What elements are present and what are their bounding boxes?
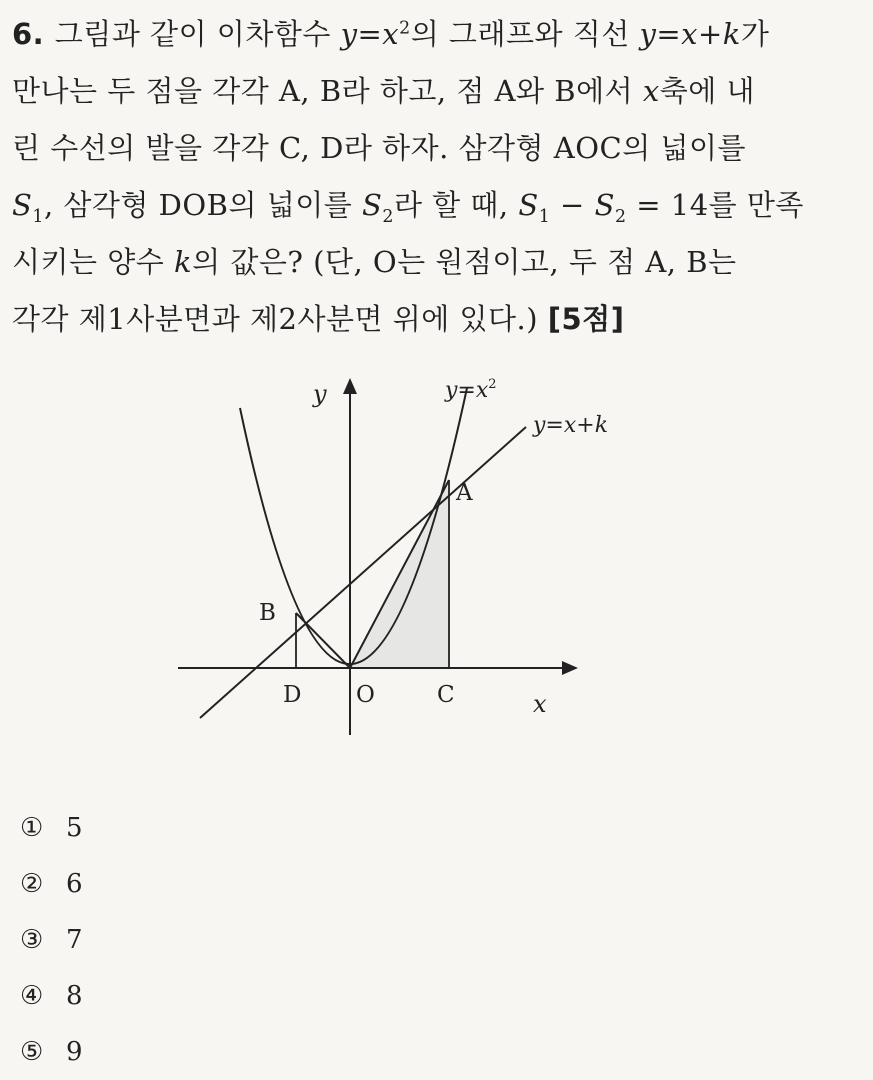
point-c-label: C — [437, 682, 455, 708]
choice-marker: ⑤ — [20, 1037, 44, 1067]
math-expression: S — [12, 188, 33, 222]
math-subscript: 2 — [614, 206, 627, 227]
math-expression: x — [642, 74, 660, 108]
question-text-run: 만나는 두 점을 각각 A, B라 하고, 점 A와 B에서 — [12, 74, 643, 108]
math-expression: y=x+k — [639, 17, 741, 51]
choice-marker: ③ — [20, 925, 44, 955]
question-text-run: 그림과 같이 이차함수 — [54, 17, 341, 51]
choice-value: 7 — [66, 925, 83, 955]
question-text-run: − — [550, 188, 595, 222]
choice-value: 9 — [66, 1037, 83, 1067]
math-superscript: 2 — [399, 18, 411, 39]
segment-ob — [296, 613, 350, 668]
question-text-run: 의 값은? (단, O는 원점이고, 두 점 A, B는 — [192, 245, 737, 279]
choice-value: 6 — [66, 869, 83, 899]
parabola-label-base: y=x — [445, 378, 489, 403]
choice-value: 5 — [66, 813, 83, 843]
point-b-label: B — [259, 600, 276, 626]
math-expression: S — [361, 188, 383, 222]
math-subscript: 2 — [382, 206, 394, 227]
y-axis-arrow — [343, 378, 357, 394]
parabola-label-exp: 2 — [488, 377, 497, 392]
math-expression: S — [518, 188, 539, 222]
choice-option-2[interactable] — [20, 856, 83, 912]
choice-marker: ④ — [20, 981, 44, 1011]
question-text-run: 린 수선의 발을 각각 C, D라 하자. 삼각형 AOC의 넓이를 — [12, 131, 746, 165]
math-subscript: 1 — [32, 206, 44, 227]
choice-value: 8 — [66, 981, 83, 1011]
question-text-run: 축에 내 — [659, 74, 755, 108]
points-label: [5점] — [547, 302, 625, 336]
question-text-run: 가 — [740, 17, 770, 51]
choice-marker: ② — [20, 869, 44, 899]
x-axis-label: x — [533, 690, 547, 718]
answer-choices — [20, 800, 83, 1080]
question-text-run: = 14를 만족 — [626, 188, 804, 222]
math-subscript: 1 — [538, 206, 551, 227]
question-text-run: 시키는 양수 — [12, 245, 175, 279]
question-text-run: 라 할 때, — [393, 188, 519, 222]
x-axis-arrow — [562, 661, 578, 675]
parabola-label — [444, 377, 497, 403]
question-number: 6. — [12, 17, 55, 51]
question-text-run: 의 그래프와 직선 — [410, 17, 640, 51]
math-expression: S — [594, 188, 615, 222]
line-label: y=x+k — [533, 413, 609, 438]
math-expression: k — [174, 245, 193, 279]
question-text-run: 각각 제1사분면과 제2사분면 위에 있다.) — [12, 302, 548, 336]
math-expression: y=x — [340, 17, 400, 51]
point-a-label: A — [456, 480, 473, 506]
question-text-run: , 삼각형 DOB의 넓이를 — [43, 188, 362, 222]
choice-option-4[interactable] — [20, 968, 83, 1024]
choice-option-5[interactable] — [20, 1024, 83, 1080]
y-axis-label: y — [313, 380, 327, 408]
choice-option-1[interactable] — [20, 800, 83, 856]
point-d-label: D — [283, 682, 302, 708]
choice-marker: ① — [20, 813, 44, 843]
origin-label: O — [356, 682, 375, 708]
line-curve — [200, 427, 526, 718]
choice-option-3[interactable] — [20, 912, 83, 968]
